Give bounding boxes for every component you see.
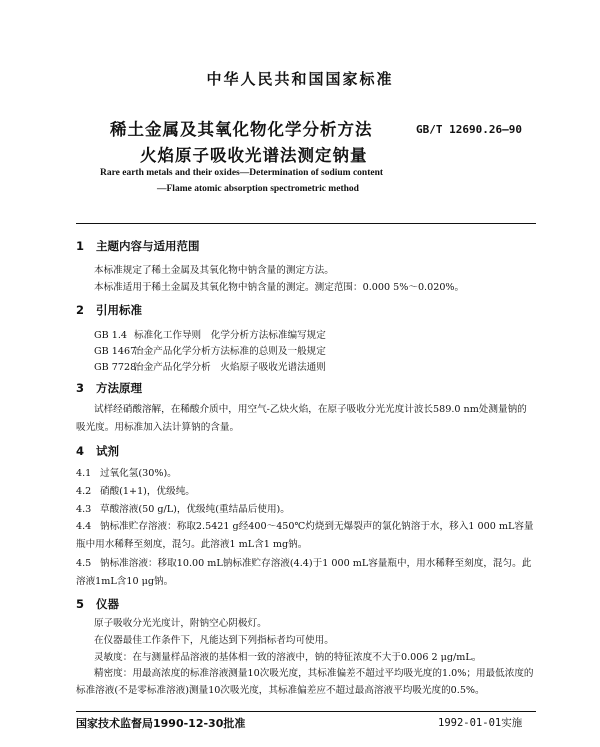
title-chinese-line2: 火焰原子吸收光谱法测定钠量: [140, 146, 368, 165]
paragraph: 精密度：用最高浓度的标准溶液测量10次吸光度，其标准偏差不超过平均吸光度的1.0%；用最低浓度的标准溶液(不是零标准溶液)测量10次吸光度，其标准偏差应不超过最高溶液平均吸光度的0.5%。: [76, 668, 534, 696]
reagent-item: [76, 465, 177, 479]
section-4-heading: [76, 443, 119, 459]
paragraph: 本标准规定了稀土金属及其氧化物中钠含量的测定方法。: [94, 265, 334, 276]
title-chinese-line1: 稀土金属及其氧化物化学分析方法: [110, 120, 373, 139]
paragraph: 原子吸收分光光度计，附钠空心阴极灯。: [94, 618, 267, 629]
item-number: 4.1: [76, 468, 92, 479]
paragraph: 试样经硝酸溶解，在稀酸介质中，用空气-乙炔火焰，在原子吸收分光光度计波长589.0 nm处测量钠的吸光度。用标准加入法计算钠的含量。: [76, 404, 527, 433]
paragraph: 本标准适用于稀土金属及其氧化物中钠含量的测定。测定范围：0.000 5%～0.020%。: [94, 282, 465, 293]
item-text: 钠标准溶液：移取10.00 mL钠标准贮存溶液(4.4)于1 000 mL容量瓶中，用水稀释至刻度，混匀。此溶液1mL含10 μg钠。: [76, 558, 532, 587]
reagent-item: [76, 555, 536, 591]
section-number: 1: [76, 239, 85, 253]
standard-category: 中华人民共和国国家标准: [206, 70, 394, 88]
reference-title: 冶金产品化学分析方法标准的总则及一般规定: [134, 346, 326, 357]
item-number: 4.4: [76, 521, 92, 532]
reagent-item: [76, 518, 536, 554]
section-title: 方法原理: [96, 381, 142, 395]
section-2-heading: [76, 302, 142, 318]
reference-item: [94, 327, 326, 341]
reagent-item: [76, 501, 290, 515]
footer-divider: [76, 711, 536, 712]
section-number: 2: [76, 303, 85, 317]
item-number: 4.2: [76, 486, 92, 497]
item-text: 草酸溶液(50 g/L)，优级纯(重结晶后使用)。: [100, 504, 290, 515]
standard-code: GB/T 12690.26—90: [416, 123, 522, 136]
item-number: 4.5: [76, 558, 92, 569]
section-title: 主题内容与适用范围: [96, 239, 200, 253]
item-number: 4.3: [76, 504, 92, 515]
section-1-heading: [76, 238, 200, 254]
item-text: 过氧化氢(30%)。: [100, 468, 177, 479]
section-title: 试剂: [96, 444, 119, 458]
section-5-heading: [76, 596, 119, 612]
section-3-heading: [76, 380, 142, 396]
header-divider: [76, 223, 536, 224]
reference-code: GB 1467: [94, 346, 137, 357]
reagent-item: [76, 483, 195, 497]
title-english-line2: —Flame atomic absorption spectrometric method: [157, 184, 359, 194]
section-number: 4: [76, 444, 85, 458]
reference-code: GB 1.4: [94, 330, 128, 341]
implementation-date: 1992-01-01实施: [438, 717, 523, 729]
reference-item: [94, 343, 326, 357]
paragraph: 灵敏度：在与测量样品溶液的基体相一致的溶液中，钠的特征浓度不大于0.006 2 μg/mL。: [94, 652, 482, 663]
title-english-line1: Rare earth metals and their oxides—Determination of sodium content: [100, 168, 384, 178]
approval-info: 国家技术监督局1990-12-30批准: [76, 717, 246, 730]
reference-title: 冶金产品化学分析 火焰原子吸收光谱法通则: [134, 362, 326, 373]
reference-item: [94, 359, 326, 373]
paragraph: 在仪器最佳工作条件下，凡能达到下列指标者均可使用。: [94, 635, 334, 646]
section-number: 5: [76, 597, 85, 611]
item-text: 硝酸(1+1)，优级纯。: [100, 486, 195, 497]
reference-code: GB 7728: [94, 362, 137, 373]
item-text: 钠标准贮存溶液：称取2.5421 g经400～450℃灼烧到无爆裂声的氯化钠溶于水，移入1 000 mL容量瓶中用水稀释至刻度，混匀。此溶液1 mL含1 mg钠。: [76, 521, 534, 550]
section-number: 3: [76, 381, 85, 395]
section-title: 仪器: [96, 597, 119, 611]
section-title: 引用标准: [96, 303, 142, 317]
reference-title: 标准化工作导则 化学分析方法标准编写规定: [134, 330, 326, 341]
